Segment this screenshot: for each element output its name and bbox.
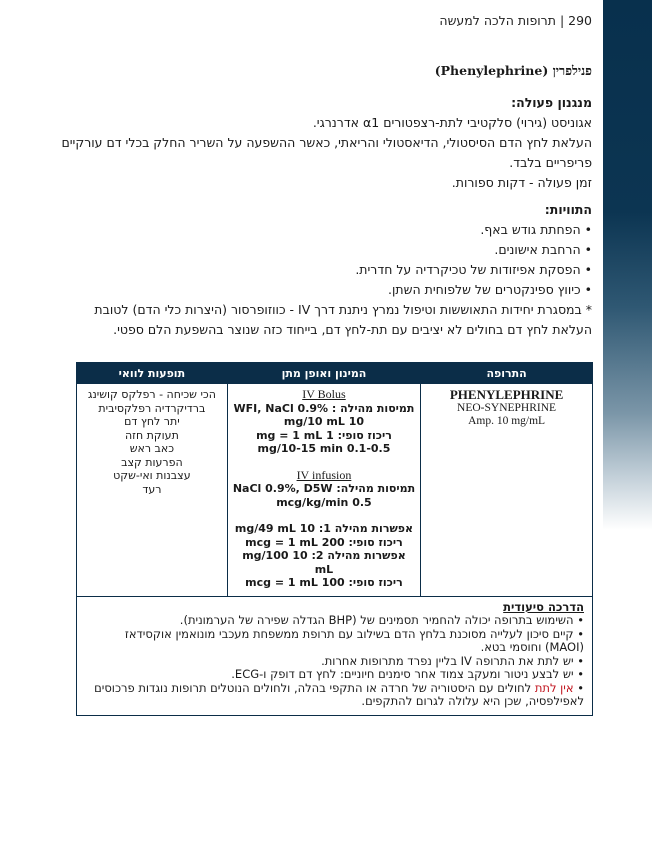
nursing-item: • השימוש בתרופה יכולה להחמיר תסמינים של (BHP הגדלה שפירה של הערמונית). — [85, 614, 584, 628]
dilution-option-line: ריכוז סופי: 200 mcg = 1 mL — [245, 535, 403, 549]
bolus-line: 10 mg/10 mL — [283, 415, 365, 428]
side-effect-item: רעד — [142, 482, 162, 496]
side-effect-item: ברדיקרדיה רפלקסיבית — [98, 401, 206, 415]
side-effect-item: יתר לחץ דם — [124, 415, 180, 428]
decorative-side-band — [603, 0, 652, 530]
table-header-row — [77, 363, 593, 384]
dilution-option-line: ריכוז סופי: 100 mcg = 1 mL — [245, 576, 403, 589]
dilution-option-line: אפשרות מהילה 1: 10 mg/49 mL — [234, 522, 414, 535]
drug-brand-name: NEO-SYNEPHRINE — [457, 401, 557, 414]
header-dosage: המינון ואופן מתן — [227, 363, 420, 384]
header-drug: התרופה — [421, 363, 593, 384]
spacer — [232, 509, 416, 522]
indication-item: • הפסקת אפיזודות של טכיקרדיה על חדרית. — [52, 260, 592, 280]
infusion-title: IV infusion — [296, 467, 352, 482]
bolus-line: 0.1-0.5 mg/10-15 min — [257, 442, 391, 455]
side-effect-item: תעוקת חזה — [124, 428, 179, 442]
bolus-line: ריכוז סופי: 1 mg = 1 mL — [256, 428, 392, 442]
nursing-item: • קיים סיכון לעלייה מסוכנת בלחץ הדם בשילוב עם תרופת ממשפחת מעכבי מונואמין אוקסידאז (MAOI) וחוסמי בטא. — [85, 628, 584, 655]
header-separator: | — [559, 13, 565, 28]
infusion-line: 0.5 mcg/kg/min — [276, 495, 372, 509]
nursing-warning — [85, 682, 584, 709]
mechanism-line: העלאת לחץ הדם הסיסטולי, הדיאסטולי והריאתי, כאשר ההשפעה על השריר החלק בכלי דם עורקיים — [61, 135, 592, 150]
nursing-item: • יש לבצע ניטור ומעקב צמוד אחר סימנים חיוניים: לחץ דם דופק ו-ECG. — [85, 668, 584, 682]
side-effect-item: כאב ראש — [129, 442, 175, 455]
bolus-line: תמיסות מהילה : WFI, NaCl 0.9% — [233, 401, 415, 415]
table-row — [77, 384, 593, 597]
indication-item: • הפחתת גודש באף. — [52, 220, 592, 240]
warning-red-text: אין לתת — [534, 680, 574, 695]
mechanism-line: אגוניסט (גירוי) סלקטיבי לתת-רצפטורים α1 אדרנרגי. — [312, 115, 592, 130]
mechanism-heading: מנגנון פעולה: — [511, 95, 592, 110]
bolus-title: IV Bolus — [302, 387, 346, 401]
drug-table — [76, 362, 593, 716]
mechanism-line: פריפריים בלבד. — [509, 155, 592, 170]
indication-item: • הרחבת אישונים. — [52, 240, 592, 260]
side-effect-item: הכי שכיחה - רפלקס קושינג — [87, 388, 216, 401]
drug-cell — [421, 384, 593, 597]
side-effect-item: הפרעות קצב — [121, 455, 183, 469]
nursing-row — [77, 596, 593, 715]
drug-generic-name: PHENYLEPHRINE — [449, 387, 564, 402]
mechanism-section — [52, 93, 592, 193]
infusion-line: תמיסות מהילה: NaCl 0.9%, D5W — [232, 482, 416, 495]
mechanism-line: זמן פעולה - דקות ספורות. — [451, 175, 592, 190]
warning-text: לחולים עם היסטוריה של חרדה או התקפי בהלה, ולחולים הנוטלים תרופות נוגדות פרכוסים לאפילפסיה, שכן היא עלולה לגרום להתקפים. — [94, 680, 584, 708]
page-header — [439, 13, 592, 28]
spacer — [232, 456, 416, 469]
dosage-cell — [227, 384, 420, 597]
dilution-option-line: אפשרות מהילה 2: 10 mg/100 mL — [242, 549, 406, 576]
indication-note: * במסגרת יחידות התאוששות וטיפול נמרץ ניתנת דרך IV - כווזופרסור (היצרות כלי הדם) לטובת — [94, 302, 592, 317]
drug-title: פנילפרין (Phenylephrine) — [434, 63, 592, 78]
indication-item: • כיווץ ספינקטרים של שלפוחית השתן. — [52, 280, 592, 300]
nursing-item: • יש לתת את התרופה IV בליין נפרד מתרופות אחרות. — [85, 655, 584, 669]
indications-heading: התוויות: — [544, 202, 592, 217]
side-effects-cell — [77, 384, 228, 597]
book-title: תרופות הלכה למעשה — [439, 13, 556, 28]
indications-section — [52, 200, 592, 340]
nursing-guidance-cell — [77, 596, 593, 715]
nursing-heading: הדרכה סיעודית — [503, 599, 584, 614]
indication-note: העלאת לחץ דם בחולים לא יציבים עם תת-לחץ דם, בייחוד כזה שנוצר בהשפעת הלם ספטי. — [113, 322, 592, 337]
drug-form: Amp. 10 mg/mL — [468, 415, 546, 427]
side-effect-item: עצבנות ואי-שקט — [113, 469, 191, 482]
header-side-effects: תופעות לוואי — [77, 363, 228, 384]
page-number: 290 — [568, 13, 592, 28]
